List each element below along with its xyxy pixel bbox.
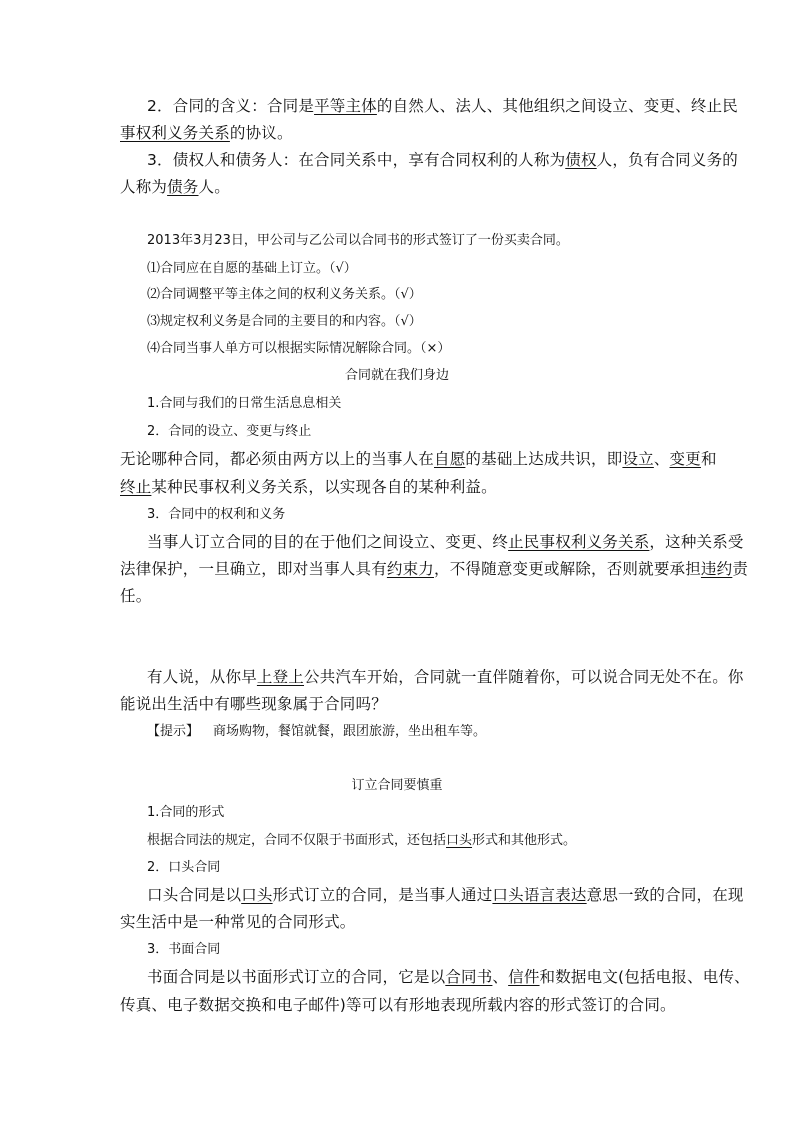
paragraph-line: 任。 (120, 587, 152, 605)
hint-text: 商场购物，餐馆就餐，跟团旅游，坐出租车等。 (213, 724, 487, 739)
section-heading: 2．口头合同 (147, 860, 221, 875)
underlined-term: 变更 (669, 450, 701, 468)
section-heading: 1.合同的形式 (147, 805, 225, 820)
underlined-term: 设立 (622, 450, 654, 468)
underlined-term: 口头语言表达 (492, 886, 587, 904)
contract-meaning-line-2: 事权利义务关系的协议。 (120, 124, 293, 142)
section-heading: 3．合同中的权利和义务 (147, 507, 286, 522)
case-item: ⑶规定权利义务是合同的主要目的和内容。（√） (147, 314, 422, 329)
underlined-term: 止民事权利义务关系 (508, 533, 650, 551)
question-line: 有人说，从你早上登上公共汽车开始，合同就一直伴随着你，可以说合同无处不在。你 (147, 668, 744, 686)
case-stem: 2013年3月23日，甲公司与乙公司以合同书的形式签订了一份买卖合同。 (147, 233, 569, 248)
paragraph-line: 传真、电子数据交换和电子邮件)等可以有形地表现所载内容的形式签订的合同。 (120, 996, 676, 1014)
paragraph-line: 实生活中是一种常见的合同形式。 (120, 913, 356, 931)
underlined-term: 自愿 (434, 450, 466, 468)
section-title: 订立合同要慎重 (351, 778, 443, 793)
underlined-term: 违约 (700, 560, 733, 578)
underlined-term: 信件 (508, 968, 540, 986)
section-heading: 2．合同的设立、变更与终止 (147, 424, 312, 439)
underlined-term: 约束力 (386, 560, 435, 578)
creditor-debtor-line-1: 3．债权人和债务人：在合同关系中，享有合同权利的人称为债权人，负有合同义务的 (147, 151, 738, 169)
underlined-term: 上登上 (256, 668, 305, 686)
case-item: ⑵合同调整平等主体之间的权利义务关系。（√） (147, 287, 422, 302)
hint-line (147, 722, 486, 742)
paragraph-line: 根据合同法的规定，合同不仅限于书面形式，还包括口头形式和其他形式。 (147, 833, 577, 848)
paragraph-line: 书面合同是以书面形式订立的合同，它是以合同书、信件和数据电文(包括电报、电传、 (147, 968, 750, 986)
section-heading: 1.合同与我们的日常生活息息相关 (147, 396, 342, 411)
underlined-term: 债权 (565, 151, 597, 169)
paragraph-line: 口头合同是以口头形式订立的合同，是当事人通过口头语言表达意思一致的合同，在现 (147, 886, 744, 904)
question-line: 能说出生活中有哪些现象属于合同吗？ (120, 695, 387, 713)
case-item: ⑷合同当事人单方可以根据实际情况解除合同。（×） (147, 341, 451, 356)
underlined-term: 口头 (241, 886, 273, 904)
underlined-term: 债务 (167, 178, 199, 196)
section-heading: 3．书面合同 (147, 942, 221, 957)
contract-meaning-line-1: 2．合同的含义：合同是平等主体的自然人、法人、其他组织之间设立、变更、终止民 (147, 97, 738, 115)
section-title: 合同就在我们身边 (344, 368, 449, 383)
paragraph-line: 当事人订立合同的目的在于他们之间设立、变更、终止民事权利义务关系，这种关系受 (147, 533, 744, 551)
creditor-debtor-line-2: 人称为债务人。 (120, 178, 230, 196)
underlined-term: 事权利义务关系 (120, 124, 230, 142)
hint-label: 【提示】 (147, 724, 200, 739)
paragraph-line: 无论哪种合同，都必须由两方以上的当事人在自愿的基础上达成共识，即设立、变更和 (120, 450, 717, 468)
underlined-term: 合同书 (445, 968, 493, 986)
paragraph-line: 法律保护，一旦确立，即对当事人具有约束力，不得随意变更或解除，否则就要承担违约责 (120, 560, 749, 578)
case-item: ⑴合同应在自愿的基础上订立。（√） (147, 261, 357, 276)
underlined-term: 口头 (446, 833, 473, 848)
paragraph-line: 终止某种民事权利义务关系，以实现各自的某种利益。 (120, 478, 497, 496)
underlined-term: 终止 (120, 478, 152, 496)
underlined-term: 平等主体 (314, 97, 377, 115)
